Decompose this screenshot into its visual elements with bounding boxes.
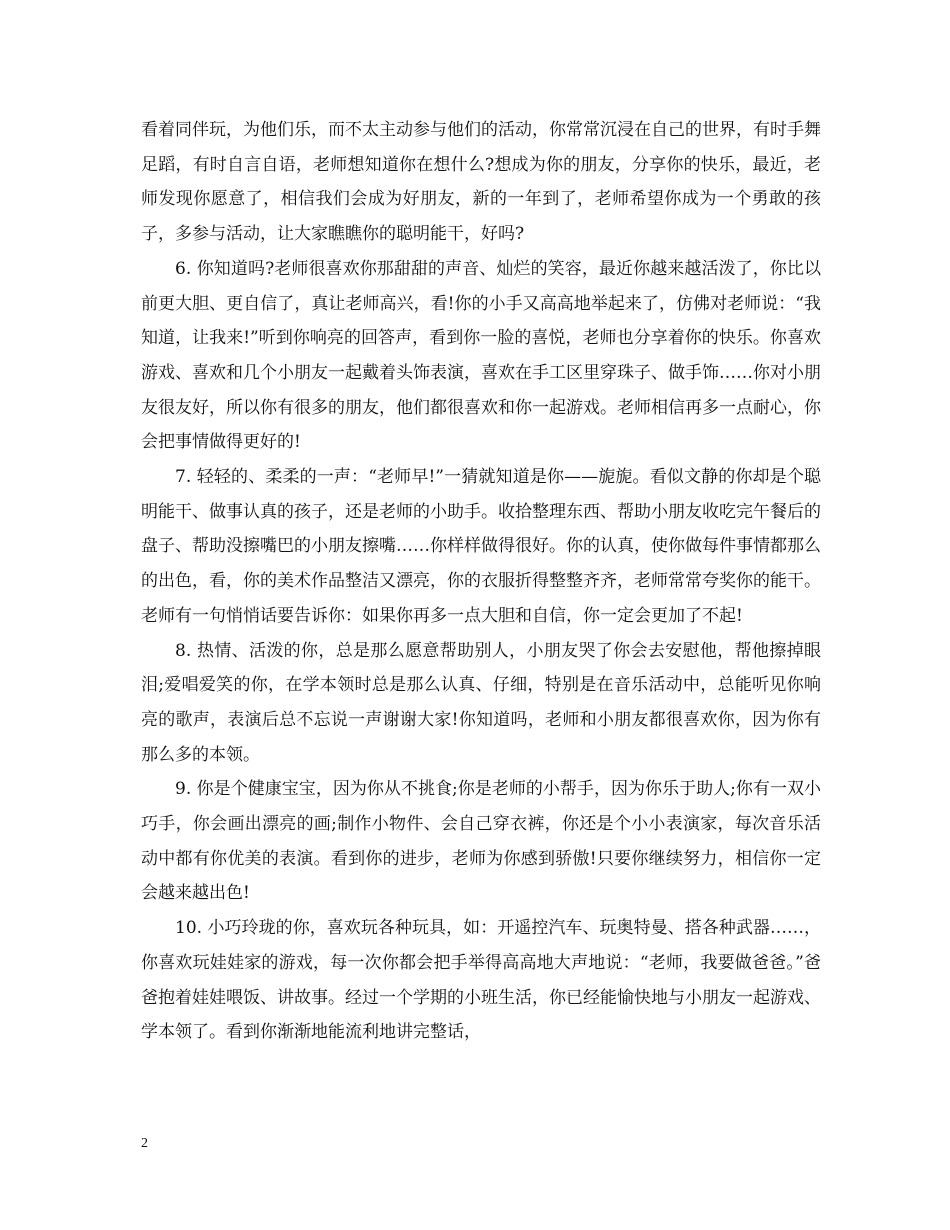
document-body xyxy=(141,113,821,1050)
paragraph-item-8: 8. 热情、活泼的你，总是那么愿意帮助别人，小朋友哭了你会去安慰他，帮他擦掉眼泪;爱唱爱笑的你，在学本领时总是那么认真、仔细，特别是在音乐活动中，总能听见你响亮的歌声，表演后总不忘说一声谢谢大家!你知道吗，老师和小朋友都很喜欢你，因为你有那么多的本领。 xyxy=(141,640,821,765)
page-number: 2 xyxy=(141,1136,148,1151)
paragraph-item-7: 7. 轻轻的、柔柔的一声：“老师早!”一猜就知道是你——旎旎。看似文静的你却是个聪明能干、做事认真的孩子，还是老师的小助手。收拾整理东西、帮助小朋友收吃完午餐后的盘子、帮助没擦嘴巴的小朋友擦嘴……你样样做得很好。你的认真，使你做每件事情都那么的出色，看，你的美术作品整洁又漂亮，你的衣服折得整整齐齐，老师常常夸奖你的能干。老师有一句悄悄话要告诉你：如果你再多一点大胆和自信，你一定会更加了不起! xyxy=(141,467,821,626)
paragraph-continuation: 看着同伴玩，为他们乐，而不太主动参与他们的活动，你常常沉浸在自己的世界，有时手舞足蹈，有时自言自语，老师想知道你在想什么?想成为你的朋友，分享你的快乐，最近，老师发现你愿意了，相信我们会成为好朋友，新的一年到了，老师希望你成为一个勇敢的孩子，多参与活动，让大家瞧瞧你的聪明能干，好吗? xyxy=(141,120,821,245)
paragraph-item-6: 6. 你知道吗?老师很喜欢你那甜甜的声音、灿烂的笑容，最近你越来越活泼了，你比以前更大胆、更自信了，真让老师高兴，看!你的小手又高高地举起来了，仿佛对老师说：“我知道，让我来!”听到你响亮的回答声，看到你一脸的喜悦，老师也分享着你的快乐。你喜欢游戏、喜欢和几个小朋友一起戴着头饰表演，喜欢在手工区里穿珠子、做手饰……你对小朋友很友好，所以你有很多的朋友，他们都很喜欢和你一起游戏。老师相信再多一点耐心，你会把事情做得更好的! xyxy=(141,258,821,453)
paragraph-item-9: 9. 你是个健康宝宝，因为你从不挑食;你是老师的小帮手，因为你乐于助人;你有一双小巧手，你会画出漂亮的画;制作小物件、会自己穿衣裤，你还是个小小表演家，每次音乐活动中都有你优美的表演。看到你的进步，老师为你感到骄傲!只要你继续努力，相信你一定会越来越出色! xyxy=(141,779,821,904)
paragraph-item-10: 10. 小巧玲珑的你，喜欢玩各种玩具，如：开遥控汽车、玩奥特曼、搭各种武器……，你喜欢玩娃娃家的游戏，每一次你都会把手举得高高地大声地说：“老师，我要做爸爸。”爸爸抱着娃娃喂饭、讲故事。经过一个学期的小班生活，你已经能愉快地与小朋友一起游戏、学本领了。看到你渐渐地能流利地讲完整话， xyxy=(141,918,821,1043)
